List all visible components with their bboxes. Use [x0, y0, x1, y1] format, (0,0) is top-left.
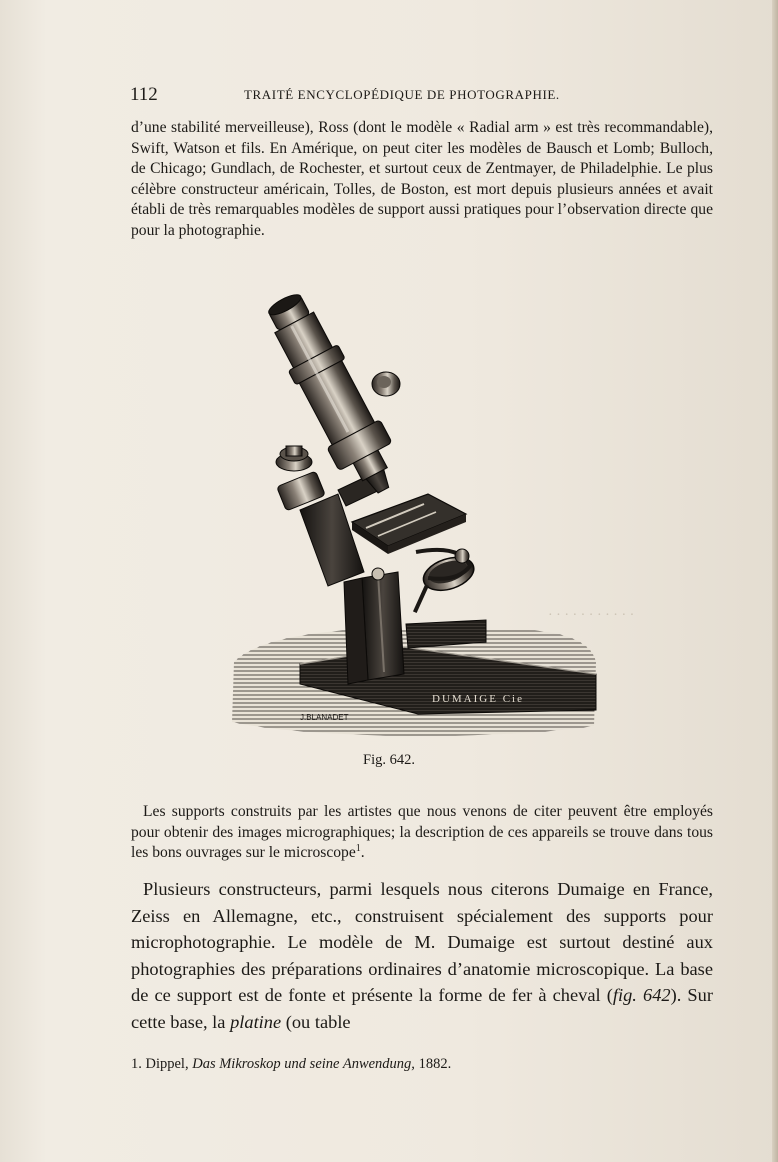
page-header	[130, 84, 712, 106]
pillar	[344, 572, 404, 684]
page-number: 112	[130, 84, 158, 105]
page-edge	[772, 0, 778, 1162]
base-inscription: DUMAIGE Cie	[432, 693, 524, 705]
paragraph-main	[131, 876, 713, 1036]
running-title: TRAITÉ ENCYCLOPÉDIQUE DE PHOTOGRAPHIE.	[244, 87, 560, 102]
footnote-number: 1.	[131, 1056, 142, 1072]
paragraph-main-part1: Plusieurs constructeurs, parmi lesquels nous citerons Dumaige en France, Zeiss en Allemagne, etc., construisent spécialement des supports pour microphotographie. Le modèle de M. Dumaige est surtout destiné aux photographies des préparations ordinaires d’anatomie microscopique. La base de ce support est de fonte et présente la forme de fer à cheval (	[131, 879, 713, 1006]
footnote-year: 1882.	[418, 1056, 452, 1072]
paragraph-top: d’une stabilité merveilleuse), Ross (dont le modèle « Radial arm » est très recommandable), Swift, Watson et fils. En Amérique, on peut citer les modèles de Bausch et Lomb; Bulloch, de Chicago; Gundlach, de Rochester, et surtout ceux de Zentmayer, de Philadelphie. Le plus célèbre constructeur américain, Tolles, de Boston, est mort depuis plusieurs années et avait établi de très remarquables modèles de support aussi pratiques pour l’observation directe que pour la photographie.	[131, 119, 713, 239]
figure-reference[interactable]: fig. 642	[612, 985, 671, 1006]
fine-focus-knob	[372, 372, 400, 396]
paragraph-mid	[131, 802, 713, 864]
paragraph-mid-end: .	[360, 844, 365, 861]
paragraph-main-part3: (ou table	[281, 1011, 351, 1032]
figure-caption: Fig. 642.	[363, 752, 415, 768]
footnote-reference[interactable]: 1	[355, 842, 361, 854]
mirror	[402, 552, 481, 613]
show-through-text: · · · · · · · · · · ·	[548, 608, 635, 623]
paragraph-main-part2: ). Sur cette base, la	[131, 985, 713, 1032]
microscope-illustration	[228, 282, 600, 744]
platine-term: platine	[230, 1011, 282, 1032]
footnote	[131, 1056, 691, 1073]
footnote-author: Dippel,	[145, 1056, 189, 1072]
engraver-signature: J.BLANADET	[300, 713, 349, 722]
footnote-title: Das Mikroskop und seine Anwendung,	[192, 1056, 415, 1072]
paragraph-mid-text: Les supports construits par les artistes que nous venons de citer peuvent être employés pour obtenir des images micrographiques; la description de ces appareils se trouve dans tous les bons ouvrages sur le microscope	[131, 803, 713, 861]
